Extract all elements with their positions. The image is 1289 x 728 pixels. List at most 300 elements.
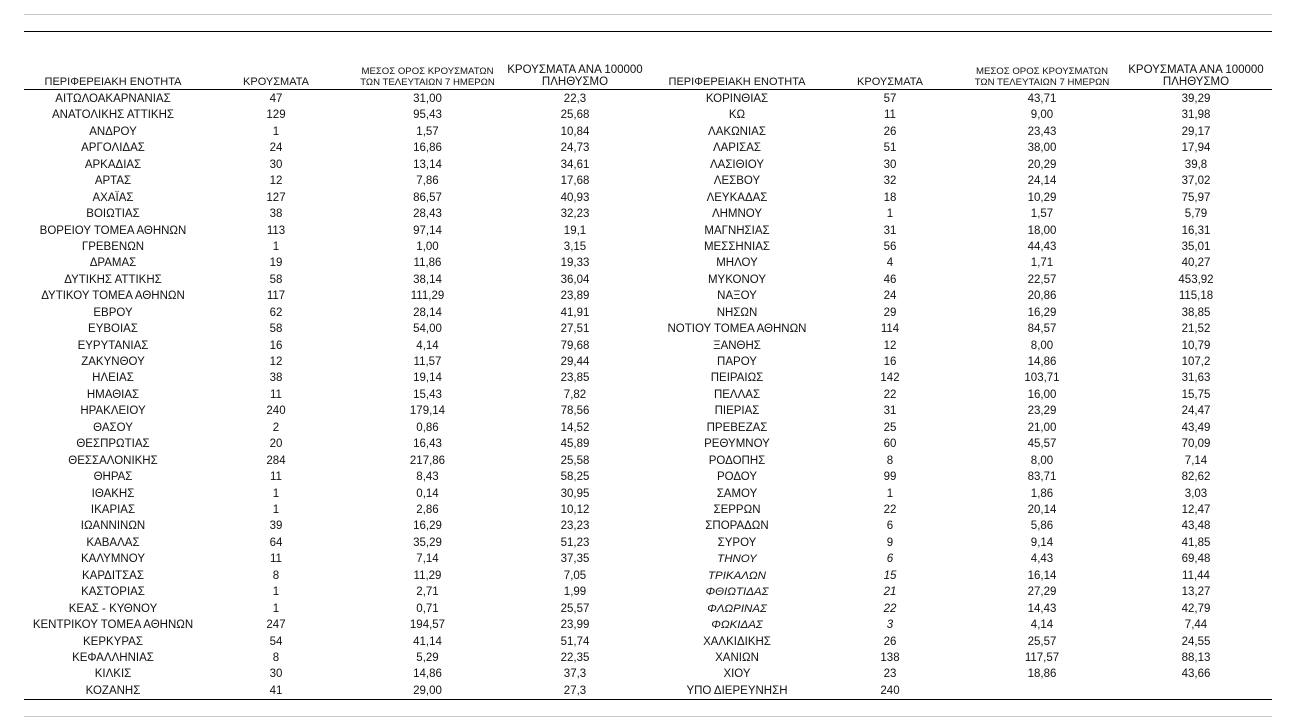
avg-cell: 22,57 [1027, 273, 1057, 286]
avg-cell: 86,57 [413, 191, 442, 204]
cases-cell: 240 [266, 405, 286, 418]
per-cell: 32,23 [560, 208, 590, 221]
region-cell: ΠΕΛΛΑΣ [713, 388, 761, 401]
cases-cell: 26 [883, 635, 897, 648]
per-cell: 115,18 [1178, 290, 1214, 303]
avg-cell: 1,71 [1030, 257, 1054, 270]
avg-cell: 117,57 [1024, 651, 1060, 664]
header-per-line1: ΚΡΟΥΣΜΑΤΑ ΑΝΑ 100000 [1128, 64, 1264, 76]
region-cell: ΞΑΝΘΗΣ [713, 339, 761, 352]
per-cell: 12,47 [1181, 504, 1211, 516]
avg-cell: 14,86 [1027, 356, 1057, 369]
per-cell: 23,99 [560, 619, 590, 632]
cases-cell: 12 [883, 339, 897, 352]
region-cell: ΝΗΣΩΝ [716, 306, 758, 319]
avg-cell: 19,14 [413, 372, 442, 385]
per-cell: 82,62 [1181, 471, 1211, 484]
cases-cell: 129 [266, 109, 286, 122]
cases-cell: 3 [886, 619, 894, 632]
per-cell: 42,79 [1181, 602, 1211, 615]
per-cell: 78,56 [560, 405, 590, 418]
cases-cell: 4 [886, 257, 894, 270]
header-cases-label: ΚΡΟΥΣΜΑΤΑ [243, 76, 309, 88]
header-cases-label: ΚΡΟΥΣΜΑΤΑ [857, 76, 923, 88]
cases-cell: 1 [272, 504, 280, 516]
avg-cell: 43,71 [1027, 93, 1057, 105]
table-top-rule [24, 31, 1272, 32]
cases-cell: 38 [269, 372, 283, 385]
cases-cell: 60 [883, 438, 897, 451]
per-cell: 36,04 [560, 273, 590, 286]
avg-cell: 25,57 [1027, 635, 1057, 648]
avg-cell: 13,14 [413, 158, 442, 171]
region-cell: ΚΕΦΑΛΛΗΝΙΑΣ [72, 651, 154, 664]
cases-cell: 39 [269, 520, 283, 533]
region-cell: ΠΑΡΟΥ [717, 356, 757, 369]
region-cell: ΚΟΖΑΝΗΣ [85, 684, 141, 697]
cases-cell: 138 [880, 651, 900, 664]
cases-cell: 15 [883, 569, 897, 582]
cases-cell: 54 [269, 635, 283, 648]
cases-cell: 1 [272, 125, 280, 138]
per-cell: 35,01 [1181, 240, 1211, 253]
region-cell: ΛΕΣΒΟΥ [713, 175, 761, 188]
region-cell: ΝΟΤΙΟΥ ΤΟΜΕΑ ΑΘΗΝΩΝ [667, 323, 807, 336]
cases-cell: 58 [269, 323, 283, 336]
avg-cell: 179,14 [409, 405, 446, 418]
region-cell: ΡΟΔΟΠΗΣ [708, 454, 766, 467]
cases-cell: 117 [266, 290, 286, 303]
avg-cell: 20,29 [1027, 158, 1057, 171]
avg-cell: 11,86 [413, 257, 442, 270]
per-cell: 37,3 [563, 668, 587, 681]
region-cell: ΡΟΔΟΥ [716, 471, 758, 484]
avg-cell: 27,29 [1027, 586, 1057, 599]
cases-cell: 18 [883, 191, 897, 204]
cases-cell: 58 [269, 273, 283, 286]
per-cell: 88,13 [1181, 651, 1211, 664]
cases-cell: 113 [266, 224, 286, 237]
per-cell: 38,85 [1181, 306, 1211, 319]
cases-cell: 51 [883, 142, 897, 155]
header-per-line2: ΠΛΗΘΥΣΜΟ [541, 76, 609, 88]
per-cell: 1,99 [563, 586, 587, 599]
cases-cell: 1 [272, 240, 280, 253]
avg-cell: 16,14 [1027, 569, 1057, 582]
cases-cell: 22 [883, 504, 897, 516]
cases-cell: 1 [886, 487, 894, 500]
region-cell: ΔΡΑΜΑΣ [89, 257, 137, 270]
per-cell: 24,73 [560, 142, 590, 155]
header-avg-line1: ΜΕΣΟΣ ΟΡΟΣ ΚΡΟΥΣΜΑΤΩΝ [975, 66, 1109, 77]
avg-cell: 18,86 [1027, 668, 1057, 681]
region-cell: ΧΙΟΥ [723, 668, 751, 681]
per-cell: 22,3 [563, 93, 587, 105]
page-bottom-border [24, 716, 1272, 717]
region-cell: ΦΘΙΩΤΙΔΑΣ [705, 586, 769, 599]
region-cell: ΒΟΡΕΙΟΥ ΤΟΜΕΑ ΑΘΗΝΩΝ [39, 224, 187, 237]
per-cell: 19,33 [560, 257, 590, 270]
per-cell: 15,75 [1181, 388, 1211, 401]
cases-cell: 6 [886, 520, 894, 533]
cases-cell: 32 [883, 175, 897, 188]
per-cell: 41,91 [560, 306, 590, 319]
per-cell: 29,44 [560, 356, 590, 369]
region-cell: ΚΑΣΤΟΡΙΑΣ [81, 586, 145, 599]
per-cell: 10,79 [1181, 339, 1211, 352]
header-per-line2: ΠΛΗΘΥΣΜΟ [1162, 76, 1230, 88]
cases-cell: 56 [883, 240, 897, 253]
per-cell: 69,48 [1181, 553, 1211, 566]
per-cell: 51,23 [560, 536, 590, 549]
region-cell: ΚΕΑΣ - ΚΥΘΝΟΥ [68, 602, 158, 615]
per-cell: 3,15 [563, 240, 587, 253]
region-cell: ΧΑΝΙΩΝ [715, 651, 759, 664]
per-cell: 23,23 [560, 520, 590, 533]
cases-cell: 57 [883, 93, 897, 105]
per-cell: 22,35 [560, 651, 590, 664]
cases-cell: 38 [269, 208, 283, 221]
header-region-label: ΠΕΡΙΦΕΡΕΙΑΚΗ ΕΝΟΤΗΤΑ [44, 76, 182, 88]
region-cell: ΘΕΣΠΡΩΤΙΑΣ [76, 438, 150, 451]
header-avg-right [962, 62, 1122, 88]
per-cell: 79,68 [560, 339, 590, 352]
per-cell: 45,89 [560, 438, 590, 451]
region-cell: ΗΜΑΘΙΑΣ [86, 388, 140, 401]
per-cell: 75,97 [1181, 191, 1211, 204]
cases-cell: 127 [266, 191, 286, 204]
avg-cell: 95,43 [413, 109, 442, 122]
cases-cell: 1 [272, 586, 280, 599]
region-cell: ΠΙΕΡΙΑΣ [714, 405, 760, 418]
per-cell: 27,3 [563, 684, 587, 697]
avg-cell: 16,86 [413, 142, 442, 155]
region-cell: ΑΡΓΟΛΙΔΑΣ [81, 142, 145, 155]
avg-cell: 8,43 [416, 471, 439, 484]
cases-cell: 1 [272, 602, 280, 615]
region-cell: ΑΙΤΩΛΟΑΚΑΡΝΑΝΙΑΣ [55, 93, 171, 105]
region-cell: ΚΑΛΥΜΝΟΥ [81, 553, 145, 566]
region-cell: ΝΑΞΟΥ [717, 290, 757, 303]
per-cell: 10,12 [560, 504, 590, 516]
avg-cell: 111,29 [410, 290, 445, 303]
region-cell: ΤΗΝΟΥ [717, 553, 757, 566]
header-per-left [505, 62, 645, 88]
cases-cell: 41 [269, 684, 283, 697]
avg-cell: 0,71 [416, 602, 439, 615]
region-cell: ΛΗΜΝΟΥ [711, 208, 763, 221]
avg-cell: 7,14 [416, 553, 439, 566]
per-cell: 14,52 [560, 421, 590, 434]
header-avg-line2: ΤΩΝ ΤΕΛΕΥΤΑΙΩΝ 7 ΗΜΕΡΩΝ [974, 77, 1110, 88]
cases-cell: 21 [883, 586, 897, 599]
region-cell: ΛΑΚΩΝΙΑΣ [708, 125, 766, 138]
cases-cell: 30 [269, 668, 283, 681]
avg-cell: 16,29 [1027, 306, 1057, 319]
per-cell: 25,58 [560, 454, 590, 467]
cases-cell: 11 [884, 109, 896, 122]
avg-cell: 16,29 [413, 520, 442, 533]
avg-cell: 103,71 [1024, 372, 1060, 385]
per-cell: 37,35 [560, 553, 590, 566]
per-cell: 51,74 [560, 635, 590, 648]
header-avg-line2: ΤΩΝ ΤΕΛΕΥΤΑΙΩΝ 7 ΗΜΕΡΩΝ [360, 77, 495, 88]
per-cell: 21,52 [1181, 323, 1211, 336]
cases-cell: 240 [880, 684, 900, 697]
region-cell: ΤΡΙΚΑΛΩΝ [708, 569, 766, 582]
region-cell: ΛΑΣΙΘΙΟΥ [709, 158, 765, 171]
region-cell: ΕΒΡΟΥ [93, 306, 133, 319]
cases-cell: 20 [269, 438, 283, 451]
cases-cell: 62 [269, 306, 283, 319]
cases-cell: 26 [883, 125, 897, 138]
per-cell: 43,48 [1181, 520, 1211, 533]
region-cell: ΣΕΡΡΩΝ [713, 504, 761, 516]
avg-cell: 16,43 [413, 438, 442, 451]
per-cell: 7,82 [563, 388, 587, 401]
per-cell: 16,31 [1181, 224, 1211, 237]
per-cell: 29,17 [1181, 125, 1211, 138]
header-region-right [648, 62, 826, 88]
cases-cell: 6 [886, 553, 894, 566]
region-cell: ΓΡΕΒΕΝΩΝ [81, 240, 145, 253]
avg-cell: 83,71 [1027, 471, 1057, 484]
region-cell: ΙΩΑΝΝΙΝΩΝ [80, 520, 146, 533]
header-region-left [24, 62, 202, 88]
avg-cell: 28,14 [413, 306, 442, 319]
header-cases-right [836, 62, 944, 88]
per-cell: 17,68 [560, 175, 590, 188]
avg-cell: 2,71 [416, 586, 439, 599]
avg-cell: 10,29 [1027, 191, 1057, 204]
region-cell: ΚΙΛΚΙΣ [94, 668, 132, 681]
avg-cell: 9,14 [1030, 536, 1054, 549]
region-cell: ΠΡΕΒΕΖΑΣ [706, 421, 768, 434]
avg-cell: 45,57 [1027, 438, 1057, 451]
cases-cell: 64 [269, 536, 283, 549]
avg-cell: 21,00 [1027, 421, 1057, 434]
cases-cell: 29 [883, 306, 897, 319]
avg-cell: 23,29 [1027, 405, 1057, 418]
avg-cell: 97,14 [413, 224, 442, 237]
region-cell: ΣΥΡΟΥ [717, 536, 757, 549]
cases-cell: 11 [270, 388, 282, 401]
region-cell: ΥΠΟ ΔΙΕΡΕΥΝΗΣΗ [686, 684, 788, 697]
cases-cell: 24 [269, 142, 283, 155]
per-cell: 25,57 [560, 602, 590, 615]
per-cell: 7,44 [1184, 619, 1208, 632]
cases-cell: 22 [883, 388, 897, 401]
cases-cell: 31 [883, 224, 897, 237]
header-per-right [1122, 62, 1270, 88]
cases-cell: 284 [266, 454, 286, 467]
avg-cell: 41,14 [413, 635, 442, 648]
region-cell: ΔΥΤΙΚΗΣ ΑΤΤΙΚΗΣ [64, 273, 162, 286]
avg-cell: 1,57 [416, 125, 439, 138]
region-cell: ΠΕΙΡΑΙΩΣ [710, 372, 764, 385]
per-cell: 70,09 [1181, 438, 1211, 451]
cases-cell: 11 [270, 553, 282, 566]
avg-cell: 7,86 [416, 175, 439, 188]
avg-cell: 44,43 [1027, 240, 1057, 253]
cases-cell: 1 [272, 487, 280, 500]
avg-cell: 0,14 [416, 487, 439, 500]
region-cell: ΜΥΚΟΝΟΥ [707, 273, 767, 286]
per-cell: 34,61 [560, 158, 590, 171]
per-cell: 30,95 [560, 487, 590, 500]
avg-cell: 5,29 [416, 651, 439, 664]
avg-cell: 9,00 [1030, 109, 1054, 122]
region-cell: ΛΕΥΚΑΔΑΣ [706, 191, 768, 204]
per-cell: 7,14 [1184, 454, 1208, 467]
avg-cell: 35,29 [413, 536, 442, 549]
per-cell: 5,79 [1184, 208, 1208, 221]
per-cell: 24,47 [1181, 405, 1211, 418]
avg-cell: 54,00 [413, 323, 442, 336]
cases-cell: 22 [883, 602, 897, 615]
per-cell: 40,27 [1181, 257, 1211, 270]
header-region-label: ΠΕΡΙΦΕΡΕΙΑΚΗ ΕΝΟΤΗΤΑ [668, 76, 806, 88]
region-cell: ΗΛΕΙΑΣ [92, 372, 134, 385]
region-cell: ΑΝΑΤΟΛΙΚΗΣ ΑΤΤΙΚΗΣ [51, 109, 174, 122]
avg-cell: 23,43 [1027, 125, 1057, 138]
per-cell: 19,1 [563, 224, 587, 237]
region-cell: ΚΕΝΤΡΙΚΟΥ ΤΟΜΕΑ ΑΘΗΝΩΝ [32, 619, 194, 632]
region-cell: ΘΗΡΑΣ [93, 471, 133, 484]
per-cell: 31,98 [1181, 109, 1211, 122]
region-cell: ΑΡΤΑΣ [94, 175, 132, 188]
per-cell: 40,93 [560, 191, 590, 204]
cases-cell: 12 [269, 175, 283, 188]
header-avg-left [350, 62, 505, 88]
avg-cell: 15,43 [413, 388, 442, 401]
cases-cell: 16 [883, 356, 897, 369]
cases-cell: 16 [269, 339, 283, 352]
region-cell: ΑΧΑΪΑΣ [92, 191, 134, 204]
region-cell: ΑΝΔΡΟΥ [89, 125, 137, 138]
avg-cell: 16,00 [1027, 388, 1057, 401]
avg-cell: 2,86 [416, 504, 439, 516]
per-cell: 58,25 [560, 471, 590, 484]
header-avg-line1: ΜΕΣΟΣ ΟΡΟΣ ΚΡΟΥΣΜΑΤΩΝ [361, 66, 494, 77]
region-cell: ΙΘΑΚΗΣ [91, 487, 135, 500]
region-cell: ΒΟΙΩΤΙΑΣ [86, 208, 140, 221]
avg-cell: 84,57 [1027, 323, 1057, 336]
per-cell: 3,03 [1184, 487, 1208, 500]
avg-cell: 11,29 [413, 569, 442, 582]
cases-cell: 24 [883, 290, 897, 303]
avg-cell: 1,00 [416, 240, 439, 253]
region-cell: ΕΥΒΟΙΑΣ [88, 323, 138, 336]
avg-cell: 29,00 [413, 684, 442, 697]
per-cell: 37,02 [1181, 175, 1211, 188]
per-cell: 23,85 [560, 372, 590, 385]
cases-cell: 25 [883, 421, 897, 434]
cases-cell: 30 [269, 158, 283, 171]
cases-cell: 8 [272, 569, 280, 582]
avg-cell: 8,00 [1030, 339, 1054, 352]
per-cell: 41,85 [1181, 536, 1211, 549]
region-cell: ΚΑΡΔΙΤΣΑΣ [82, 569, 144, 582]
avg-cell: 5,86 [1030, 520, 1054, 533]
region-cell: ΜΕΣΣΗΝΙΑΣ [703, 240, 771, 253]
region-cell: ΖΑΚΥΝΘΟΥ [81, 356, 145, 369]
per-cell: 43,49 [1181, 421, 1211, 434]
avg-cell: 24,14 [1027, 175, 1057, 188]
per-cell: 39,29 [1181, 93, 1211, 105]
per-cell: 453,92 [1178, 273, 1214, 286]
avg-cell: 1,57 [1030, 208, 1054, 221]
avg-cell: 31,00 [413, 93, 442, 105]
cases-cell: 47 [269, 93, 283, 105]
region-cell: ΘΕΣΣΑΛΟΝΙΚΗΣ [68, 454, 158, 467]
region-cell: ΘΑΣΟΥ [93, 421, 133, 434]
region-cell: ΛΑΡΙΣΑΣ [712, 142, 762, 155]
avg-cell: 4,14 [1030, 619, 1054, 632]
per-cell: 31,63 [1181, 372, 1211, 385]
header-per-line1: ΚΡΟΥΣΜΑΤΑ ΑΝΑ 100000 [507, 64, 643, 76]
avg-cell: 194,57 [409, 619, 446, 632]
avg-cell: 20,14 [1027, 504, 1057, 516]
cases-cell: 19 [269, 257, 283, 270]
per-cell: 7,05 [563, 569, 587, 582]
cases-cell: 9 [886, 536, 894, 549]
region-cell: ΣΑΜΟΥ [716, 487, 758, 500]
avg-cell: 28,43 [413, 208, 442, 221]
per-cell: 23,89 [560, 290, 590, 303]
per-cell: 10,84 [560, 125, 590, 138]
per-cell: 11,44 [1182, 569, 1210, 582]
cases-cell: 46 [883, 273, 897, 286]
avg-cell: 8,00 [1030, 454, 1054, 467]
avg-cell: 38,14 [413, 273, 442, 286]
cases-cell: 114 [880, 323, 900, 336]
per-cell: 107,2 [1181, 356, 1211, 369]
region-cell: ΜΗΛΟΥ [716, 257, 758, 270]
avg-cell: 18,00 [1027, 224, 1057, 237]
cases-cell: 8 [886, 454, 894, 467]
region-cell: ΚΑΒΑΛΑΣ [86, 536, 140, 549]
per-cell: 27,51 [560, 323, 590, 336]
region-cell: ΜΑΓΝΗΣΙΑΣ [704, 224, 770, 237]
cases-cell: 99 [883, 471, 897, 484]
per-cell: 43,66 [1181, 668, 1211, 681]
header-rule [24, 89, 1272, 90]
region-cell: ΡΕΘΥΜΝΟΥ [704, 438, 770, 451]
region-cell: ΗΡΑΚΛΕΙΟΥ [80, 405, 146, 418]
region-cell: ΣΠΟΡΑΔΩΝ [705, 520, 769, 533]
table-bottom-rule [24, 699, 1272, 700]
region-cell: ΚΕΡΚΥΡΑΣ [83, 635, 143, 648]
per-cell: 25,68 [560, 109, 590, 122]
per-cell: 24,55 [1181, 635, 1211, 648]
avg-cell: 14,86 [413, 668, 442, 681]
cases-cell: 31 [883, 405, 897, 418]
cases-cell: 1 [886, 208, 894, 221]
region-cell: ΔΥΤΙΚΟΥ ΤΟΜΕΑ ΑΘΗΝΩΝ [41, 290, 185, 303]
cases-cell: 2 [272, 421, 280, 434]
avg-cell: 11,57 [413, 356, 442, 369]
region-cell: ΦΛΩΡΙΝΑΣ [707, 602, 767, 615]
cases-cell: 30 [883, 158, 897, 171]
region-cell: ΚΩ [728, 109, 746, 122]
per-cell: 13,27 [1181, 586, 1211, 599]
avg-cell: 4,43 [1030, 553, 1054, 566]
page-top-border [24, 14, 1272, 15]
region-cell: ΙΚΑΡΙΑΣ [90, 504, 136, 516]
header-cases-left [222, 62, 330, 88]
avg-cell: 14,43 [1027, 602, 1057, 615]
